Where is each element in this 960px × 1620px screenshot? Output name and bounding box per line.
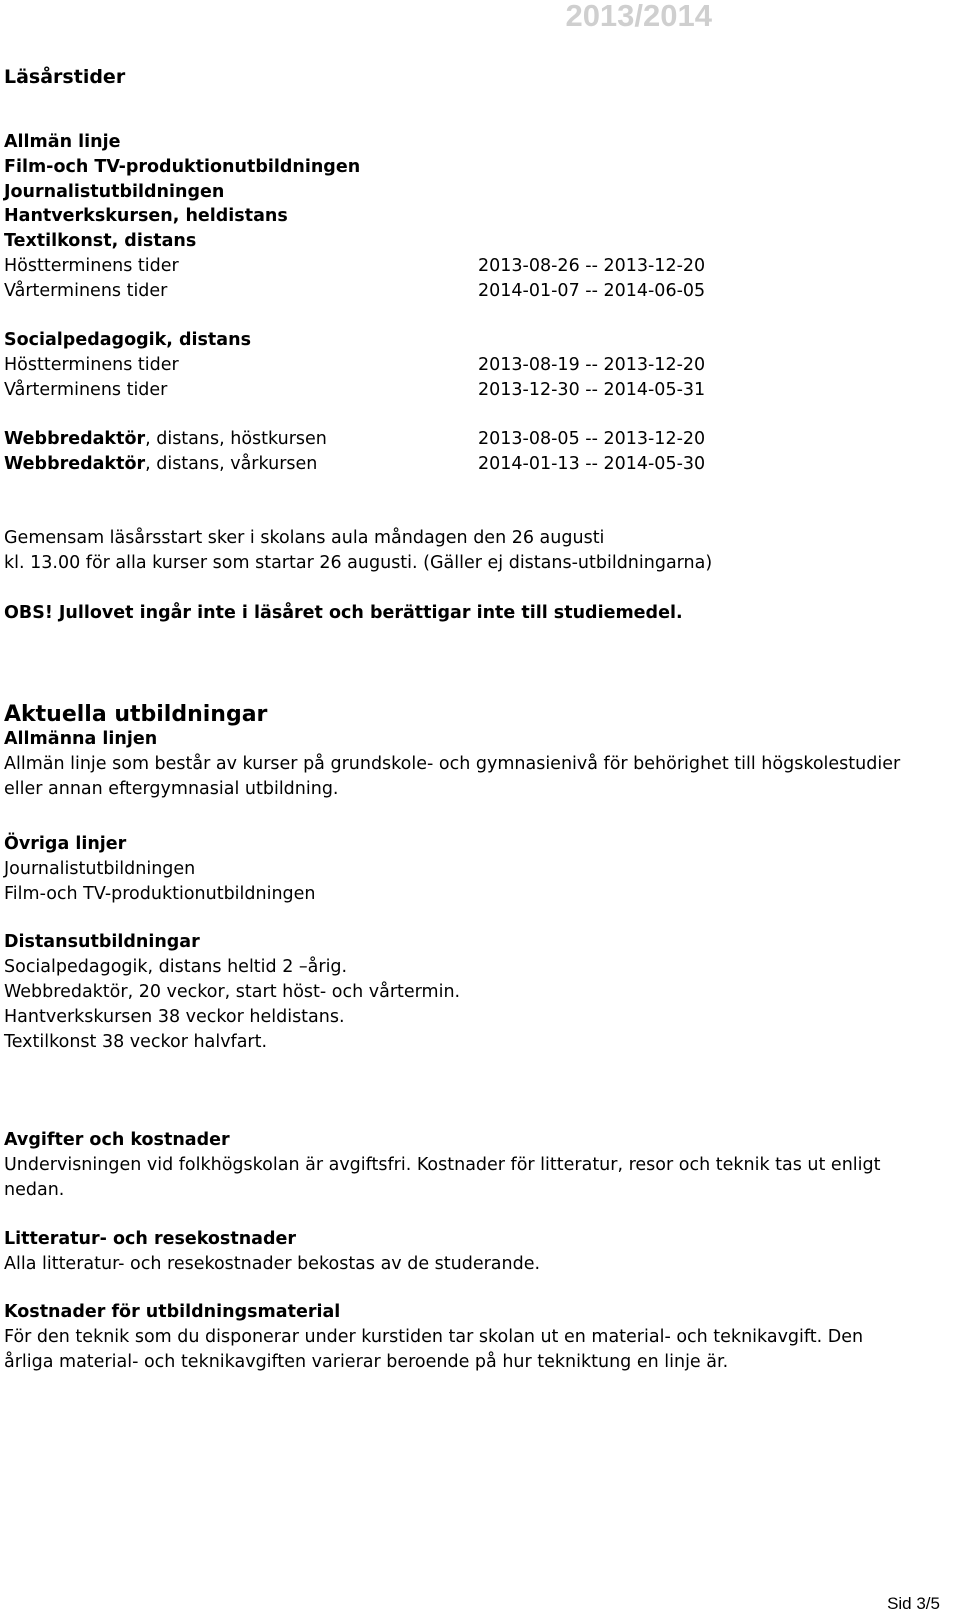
paragraph: För den teknik som du disponerar under kurstiden tar skolan ut en material- och teknikavgift. Den årliga material- och teknikavgiften varierar beroende på hur tekniktung en linje är. — [4, 1327, 864, 1372]
course-name: Hantverkskursen, heldistans — [4, 206, 288, 226]
course-detail: , distans, höstkursen — [145, 429, 327, 449]
list-item: Journalistutbildningen — [4, 859, 196, 879]
list-item: Textilkonst 38 veckor halvfart. — [4, 1032, 268, 1052]
notice-line: kl. 13.00 för alla kurser som startar 26 augusti. (Gäller ej distans-utbildningarna) — [4, 553, 713, 573]
paragraph: Allmän linje som består av kurser på grundskole- och gymnasienivå för behörighet till högskolestudier eller annan eftergymnasial utbildning. — [4, 754, 901, 799]
list-item: Hantverkskursen 38 veckor heldistans. — [4, 1007, 345, 1027]
paragraph: Undervisningen vid folkhögskolan är avgiftsfri. Kostnader för litteratur, resor och teknik tas ut enligt nedan. — [4, 1155, 881, 1200]
notice-line: Gemensam läsårsstart sker i skolans aula måndagen den 26 augusti — [4, 528, 605, 548]
literature-section — [4, 1227, 904, 1277]
term-dates: 2013-12-30 -- 2014-05-31 — [478, 380, 706, 400]
subheading: Övriga linjer — [4, 834, 127, 854]
course-name: Webbredaktör — [4, 429, 146, 449]
course-row — [4, 427, 327, 452]
course-name: Journalistutbildningen — [4, 182, 225, 202]
obs-notice: OBS! Jullovet ingår inte i läsåret och berättigar inte till studiemedel. — [4, 603, 683, 623]
term-label: Vårterminens tider — [4, 281, 168, 301]
subheading: Distansutbildningar — [4, 932, 200, 952]
list-item: Webbredaktör, 20 veckor, start höst- och vårtermin. — [4, 982, 461, 1002]
list-item: Film-och TV-produktionutbildningen — [4, 884, 316, 904]
course-name: Allmän linje — [4, 132, 121, 152]
term-dates: 2014-01-07 -- 2014-06-05 — [478, 281, 706, 301]
term-dates: 2013-08-19 -- 2013-12-20 — [478, 355, 706, 375]
term-dates: 2014-01-13 -- 2014-05-30 — [478, 454, 706, 474]
term-label: Vårterminens tider — [4, 380, 168, 400]
course-detail: , distans, vårkursen — [145, 454, 318, 474]
distans-section — [4, 930, 904, 1055]
course-name: Webbredaktör — [4, 454, 146, 474]
subheading: Litteratur- och resekostnader — [4, 1229, 296, 1249]
subheading: Avgifter och kostnader — [4, 1130, 230, 1150]
course-row — [4, 452, 317, 477]
fees-section — [4, 1128, 904, 1203]
term-dates: 2013-08-26 -- 2013-12-20 — [478, 256, 706, 276]
section-heading: Aktuella utbildningar — [4, 702, 268, 727]
subheading: Allmänna linjen — [4, 729, 158, 749]
material-section — [4, 1300, 904, 1375]
subheading: Kostnader för utbildningsmaterial — [4, 1302, 341, 1322]
current-programs-section — [4, 702, 904, 802]
section-title-lasarstider: Läsårstider — [4, 66, 126, 88]
course-name: Film-och TV-produktionutbildningen — [4, 157, 361, 177]
page-number: Sid 3/5 — [887, 1594, 940, 1613]
term-label: Höstterminens tider — [4, 256, 179, 276]
ovriga-section — [4, 832, 904, 907]
page-year-header: 2013/2014 — [565, 0, 712, 33]
term-dates: 2013-08-05 -- 2013-12-20 — [478, 429, 706, 449]
list-item: Socialpedagogik, distans heltid 2 –årig. — [4, 957, 348, 977]
paragraph: Alla litteratur- och resekostnader bekostas av de studerande. — [4, 1254, 541, 1274]
term-label: Höstterminens tider — [4, 355, 179, 375]
course-name: Socialpedagogik, distans — [4, 330, 251, 350]
course-name: Textilkonst, distans — [4, 231, 197, 251]
